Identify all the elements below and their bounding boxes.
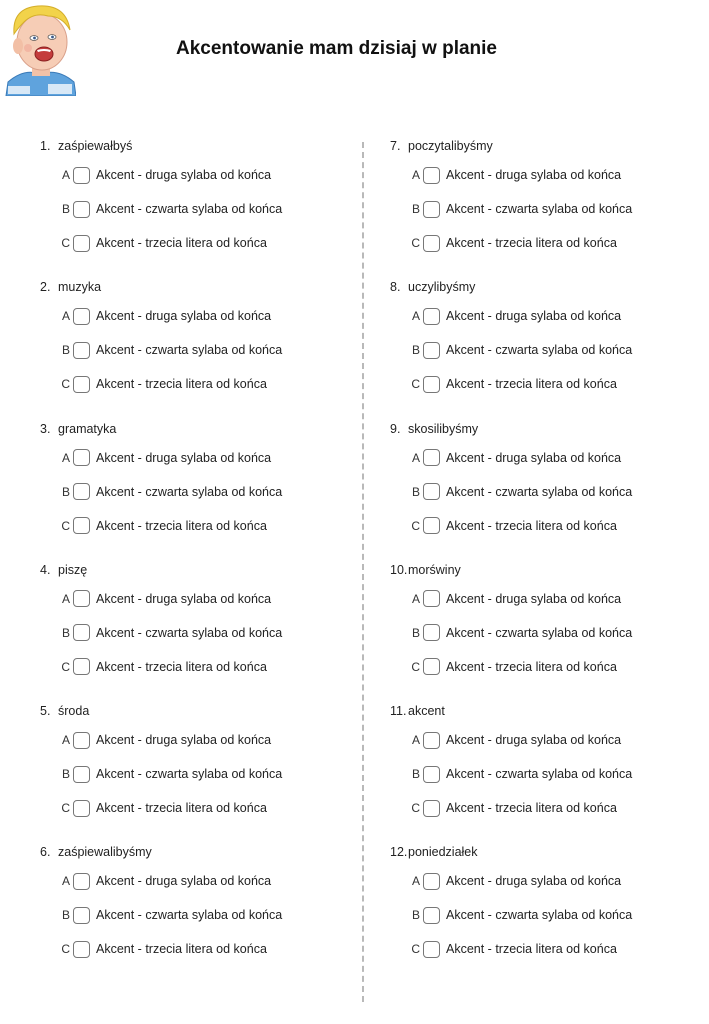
answer-option[interactable] — [408, 199, 632, 219]
option-letter: A — [411, 874, 420, 889]
question-heading — [390, 422, 709, 440]
answer-checkbox[interactable] — [423, 376, 440, 393]
answer-option[interactable] — [408, 482, 632, 502]
answer-checkbox[interactable] — [73, 342, 90, 359]
answer-checkbox[interactable] — [423, 873, 440, 890]
option-letter: C — [61, 942, 70, 957]
option-letter: C — [61, 518, 70, 533]
answer-option[interactable] — [58, 623, 282, 643]
answer-option[interactable] — [408, 798, 617, 818]
answer-checkbox[interactable] — [423, 483, 440, 500]
option-text: Akcent - druga sylaba od końca — [446, 309, 622, 324]
answer-checkbox[interactable] — [73, 483, 90, 500]
option-text: Akcent - trzecia litera od końca — [96, 659, 267, 674]
answer-option[interactable] — [58, 939, 267, 959]
option-letter: B — [411, 908, 420, 923]
answer-checkbox[interactable] — [423, 308, 440, 325]
option-text: Akcent - trzecia litera od końca — [96, 518, 267, 533]
page-title: Akcentowanie mam dzisiaj w planie — [176, 38, 497, 59]
answer-option[interactable] — [408, 657, 617, 677]
option-letter: A — [411, 168, 420, 182]
answer-checkbox[interactable] — [423, 941, 440, 958]
option-letter: C — [411, 518, 420, 533]
option-text: Akcent - czwarta sylaba od końca — [96, 484, 283, 499]
answer-checkbox[interactable] — [423, 732, 440, 749]
question-word: skosilibyśmy — [408, 421, 479, 436]
answer-checkbox[interactable] — [73, 941, 90, 958]
option-letter: A — [411, 733, 420, 748]
question-heading — [390, 139, 709, 157]
answer-checkbox[interactable] — [423, 517, 440, 534]
answer-checkbox[interactable] — [73, 766, 90, 783]
option-text: Akcent - trzecia litera od końca — [446, 377, 617, 392]
answer-option[interactable] — [58, 482, 282, 502]
option-text: Akcent - czwarta sylaba od końca — [446, 767, 633, 782]
option-text: Akcent - druga sylaba od końca — [446, 874, 622, 889]
question-word: zaśpiewałbyś — [58, 139, 133, 153]
answer-option[interactable] — [408, 623, 632, 643]
question-number: 9. — [390, 421, 401, 436]
answer-checkbox[interactable] — [423, 590, 440, 607]
option-letter: B — [411, 625, 420, 640]
question-number: 10. — [390, 562, 408, 577]
option-text: Akcent - czwarta sylaba od końca — [446, 343, 633, 358]
option-text: Akcent - czwarta sylaba od końca — [96, 908, 283, 923]
option-text: Akcent - trzecia litera od końca — [96, 942, 267, 957]
question-heading — [40, 845, 360, 863]
answer-checkbox[interactable] — [423, 342, 440, 359]
answer-checkbox[interactable] — [73, 235, 90, 252]
answer-option[interactable] — [58, 798, 267, 818]
answer-checkbox[interactable] — [73, 517, 90, 534]
question-number: 6. — [40, 845, 51, 860]
child-face-logo — [4, 2, 76, 96]
answer-option[interactable] — [58, 905, 282, 925]
option-letter: C — [61, 377, 70, 392]
option-letter: C — [411, 659, 420, 674]
answer-option[interactable] — [408, 233, 617, 253]
answer-option[interactable] — [408, 374, 617, 394]
option-text: Akcent - druga sylaba od końca — [446, 733, 622, 748]
question-number: 7. — [390, 139, 401, 153]
option-letter: A — [61, 874, 70, 889]
question-word: akcent — [408, 704, 445, 719]
question-5 — [40, 704, 360, 845]
option-letter: C — [411, 377, 420, 392]
option-text: Akcent - trzecia litera od końca — [446, 236, 617, 250]
option-text: Akcent - czwarta sylaba od końca — [96, 625, 283, 640]
question-2 — [40, 280, 360, 421]
answer-option[interactable] — [408, 516, 617, 536]
answer-option[interactable] — [58, 657, 267, 677]
option-text: Akcent - druga sylaba od końca — [96, 168, 272, 182]
answer-checkbox[interactable] — [423, 766, 440, 783]
answer-option[interactable] — [58, 730, 271, 750]
answer-option[interactable] — [58, 165, 271, 185]
question-3 — [40, 422, 360, 563]
option-text: Akcent - druga sylaba od końca — [446, 450, 622, 465]
option-text: Akcent - druga sylaba od końca — [96, 450, 272, 465]
option-letter: A — [411, 450, 420, 465]
answer-option[interactable] — [58, 199, 282, 219]
option-letter: B — [411, 202, 420, 216]
option-letter: C — [411, 236, 420, 250]
option-text: Akcent - trzecia litera od końca — [96, 236, 267, 250]
option-letter: B — [61, 625, 70, 640]
option-letter: B — [61, 202, 70, 216]
question-11 — [390, 704, 709, 845]
question-number: 3. — [40, 421, 51, 436]
question-7 — [390, 139, 709, 280]
option-text: Akcent - druga sylaba od końca — [96, 309, 272, 324]
answer-checkbox[interactable] — [73, 800, 90, 817]
question-8 — [390, 280, 709, 421]
option-letter: C — [411, 801, 420, 816]
answer-option[interactable] — [408, 905, 632, 925]
question-word: gramatyka — [58, 421, 117, 436]
answer-checkbox[interactable] — [73, 308, 90, 325]
option-text: Akcent - druga sylaba od końca — [446, 591, 622, 606]
question-number: 12. — [390, 845, 408, 860]
option-text: Akcent - trzecia litera od końca — [446, 518, 617, 533]
answer-option[interactable] — [408, 340, 632, 360]
answer-checkbox[interactable] — [423, 624, 440, 641]
answer-option[interactable] — [58, 340, 282, 360]
answer-checkbox[interactable] — [423, 907, 440, 924]
question-word: piszę — [58, 562, 88, 577]
option-text: Akcent - trzecia litera od końca — [446, 942, 617, 957]
option-letter: A — [61, 168, 70, 182]
question-word: uczylibyśmy — [408, 280, 476, 295]
question-heading — [40, 422, 360, 440]
answer-option[interactable] — [408, 764, 632, 784]
option-text: Akcent - czwarta sylaba od końca — [96, 767, 283, 782]
option-text: Akcent - czwarta sylaba od końca — [96, 343, 283, 358]
question-heading — [390, 704, 709, 722]
answer-option[interactable] — [408, 306, 621, 326]
answer-option[interactable] — [58, 233, 267, 253]
option-letter: B — [411, 484, 420, 499]
option-text: Akcent - czwarta sylaba od końca — [446, 908, 633, 923]
answer-checkbox[interactable] — [423, 800, 440, 817]
answer-option[interactable] — [58, 374, 267, 394]
question-heading — [40, 139, 360, 157]
question-word: poczytalibyśmy — [408, 139, 493, 153]
question-number: 5. — [40, 704, 51, 719]
option-letter: A — [61, 733, 70, 748]
option-letter: A — [411, 591, 420, 606]
option-text: Akcent - czwarta sylaba od końca — [96, 202, 283, 216]
question-word: środa — [58, 704, 90, 719]
question-heading — [390, 280, 709, 298]
answer-option[interactable] — [408, 165, 621, 185]
question-1 — [40, 139, 360, 280]
option-letter: B — [61, 767, 70, 782]
answer-option[interactable] — [58, 306, 271, 326]
question-number: 1. — [40, 139, 51, 153]
answer-option[interactable] — [408, 448, 621, 468]
answer-option[interactable] — [58, 516, 267, 536]
answer-checkbox[interactable] — [423, 167, 440, 184]
answer-option[interactable] — [408, 730, 621, 750]
question-heading — [40, 563, 360, 581]
answer-checkbox[interactable] — [73, 376, 90, 393]
question-12 — [390, 845, 709, 986]
answer-checkbox[interactable] — [73, 624, 90, 641]
question-heading — [40, 280, 360, 298]
right-column — [390, 139, 709, 987]
question-10 — [390, 563, 709, 704]
option-text: Akcent - druga sylaba od końca — [96, 733, 272, 748]
question-heading — [390, 563, 709, 581]
option-text: Akcent - trzecia litera od końca — [446, 659, 617, 674]
question-number: 8. — [390, 280, 401, 295]
answer-option[interactable] — [58, 764, 282, 784]
option-letter: A — [61, 450, 70, 465]
option-text: Akcent - czwarta sylaba od końca — [446, 202, 633, 216]
option-text: Akcent - czwarta sylaba od końca — [446, 484, 633, 499]
answer-checkbox[interactable] — [423, 235, 440, 252]
option-letter: C — [61, 236, 70, 250]
question-word: morświny — [408, 562, 461, 577]
question-word: poniedziałek — [408, 845, 478, 860]
answer-checkbox[interactable] — [73, 907, 90, 924]
column-divider — [362, 142, 364, 1002]
question-heading — [40, 704, 360, 722]
option-text: Akcent - trzecia litera od końca — [96, 377, 267, 392]
answer-option[interactable] — [408, 871, 621, 891]
option-text: Akcent - trzecia litera od końca — [446, 801, 617, 816]
option-text: Akcent - druga sylaba od końca — [96, 591, 272, 606]
question-4 — [40, 563, 360, 704]
answer-option[interactable] — [408, 939, 617, 959]
question-6 — [40, 845, 360, 986]
option-letter: A — [61, 591, 70, 606]
left-column — [40, 139, 360, 987]
option-letter: B — [411, 343, 420, 358]
option-letter: B — [411, 767, 420, 782]
option-letter: B — [61, 484, 70, 499]
answer-checkbox[interactable] — [73, 167, 90, 184]
answer-option[interactable] — [58, 871, 271, 891]
option-text: Akcent - druga sylaba od końca — [96, 874, 272, 889]
answer-checkbox[interactable] — [73, 449, 90, 466]
question-word: zaśpiewalibyśmy — [58, 845, 152, 860]
option-letter: B — [61, 908, 70, 923]
answer-checkbox[interactable] — [73, 658, 90, 675]
answer-checkbox[interactable] — [423, 201, 440, 218]
answer-checkbox[interactable] — [73, 590, 90, 607]
option-text: Akcent - czwarta sylaba od końca — [446, 625, 633, 640]
answer-checkbox[interactable] — [73, 201, 90, 218]
option-letter: B — [61, 343, 70, 358]
option-text: Akcent - druga sylaba od końca — [446, 168, 622, 182]
question-word: muzyka — [58, 280, 102, 295]
option-letter: C — [61, 801, 70, 816]
question-9 — [390, 422, 709, 563]
question-number: 2. — [40, 280, 51, 295]
answer-checkbox[interactable] — [423, 449, 440, 466]
option-letter: C — [61, 659, 70, 674]
option-letter: A — [61, 309, 70, 324]
question-number: 11. — [390, 704, 407, 719]
answer-checkbox[interactable] — [73, 873, 90, 890]
option-text: Akcent - trzecia litera od końca — [96, 801, 267, 816]
answer-option[interactable] — [58, 589, 271, 609]
answer-option[interactable] — [58, 448, 271, 468]
answer-checkbox[interactable] — [73, 732, 90, 749]
question-number: 4. — [40, 562, 51, 577]
option-letter: C — [411, 942, 420, 957]
question-heading — [390, 845, 709, 863]
option-letter: A — [411, 309, 420, 324]
answer-option[interactable] — [408, 589, 621, 609]
answer-checkbox[interactable] — [423, 658, 440, 675]
